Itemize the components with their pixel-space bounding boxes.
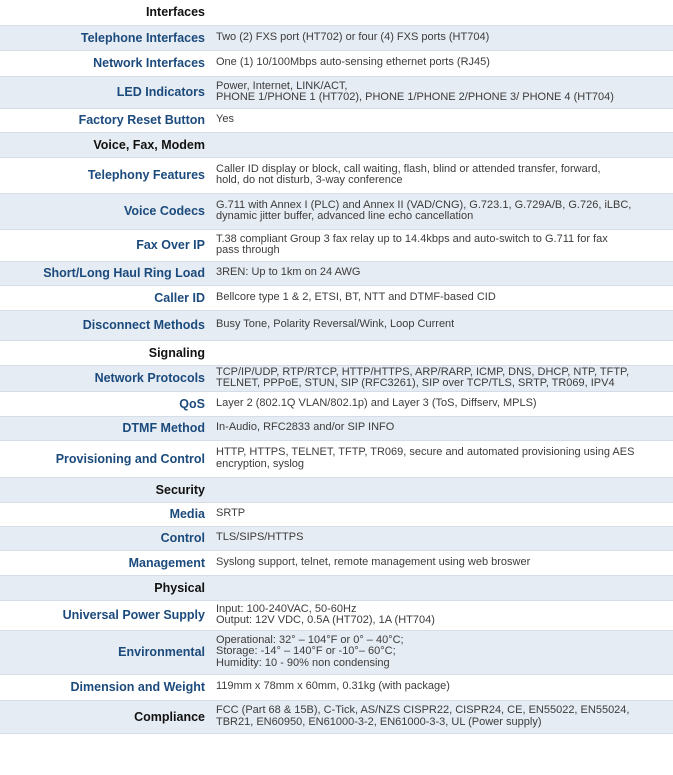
spec-row: [0, 285, 673, 310]
spec-label: Fax Over IP: [0, 229, 210, 261]
spec-value: [210, 477, 673, 502]
spec-row: [0, 157, 673, 193]
spec-label: Dimension and Weight: [0, 674, 210, 700]
spec-row: [0, 502, 673, 526]
spec-label: Universal Power Supply: [0, 600, 210, 630]
spec-value: Layer 2 (802.1Q VLAN/802.1p) and Layer 3 (ToS, Diffserv, MPLS): [210, 391, 673, 416]
spec-row: [0, 365, 673, 391]
spec-row: [0, 50, 673, 76]
section-header-row: [0, 0, 673, 25]
spec-row: [0, 261, 673, 285]
section-title: Security: [0, 477, 210, 502]
spec-label: Factory Reset Button: [0, 108, 210, 132]
spec-value: In-Audio, RFC2833 and/or SIP INFO: [210, 416, 673, 440]
section-header-row: [0, 700, 673, 733]
spec-value: FCC (Part 68 & 15B), C-Tick, AS/NZS CISPR22, CISPR24, CE, EN55022, EN55024, TBR21, EN60950, EN61000-3-2, EN61000-3-3, UL (Power supply): [210, 700, 673, 733]
spec-label: Voice Codecs: [0, 193, 210, 229]
spec-label: Media: [0, 502, 210, 526]
spec-row: [0, 526, 673, 550]
spec-label: Provisioning and Control: [0, 440, 210, 477]
spec-row: [0, 76, 673, 108]
section-title: Compliance: [0, 700, 210, 733]
spec-value: Power, Internet, LINK/ACT, PHONE 1/PHONE 1 (HT702), PHONE 1/PHONE 2/PHONE 3/ PHONE 4 (HT704): [210, 76, 673, 108]
section-header-row: [0, 340, 673, 365]
spec-label: Short/Long Haul Ring Load: [0, 261, 210, 285]
spec-value: SRTP: [210, 502, 673, 526]
spec-value: [210, 575, 673, 600]
spec-value: [210, 340, 673, 365]
spec-label: DTMF Method: [0, 416, 210, 440]
section-header-row: [0, 575, 673, 600]
section-header-row: [0, 477, 673, 502]
spec-row: [0, 193, 673, 229]
spec-label: LED Indicators: [0, 76, 210, 108]
spec-value: One (1) 10/100Mbps auto-sensing ethernet ports (RJ45): [210, 50, 673, 76]
spec-value: Caller ID display or block, call waiting, flash, blind or attended transfer, forward, hold, do not disturb, 3-way conference: [210, 157, 673, 193]
spec-row: [0, 310, 673, 340]
section-title: Interfaces: [0, 0, 210, 25]
spec-value: TLS/SIPS/HTTPS: [210, 526, 673, 550]
spec-label: Telephone Interfaces: [0, 25, 210, 50]
spec-label: Environmental: [0, 630, 210, 674]
spec-row: [0, 391, 673, 416]
spec-row: [0, 108, 673, 132]
spec-value: Operational: 32° – 104°F or 0° – 40°C; Storage: -14° – 140°F or -10°– 60°C; Humidity: 10 - 90% non condensing: [210, 630, 673, 674]
section-title: Physical: [0, 575, 210, 600]
spec-row: [0, 600, 673, 630]
spec-label: Caller ID: [0, 285, 210, 310]
spec-value: [210, 0, 673, 25]
spec-value: Bellcore type 1 & 2, ETSI, BT, NTT and DTMF-based CID: [210, 285, 673, 310]
spec-label: Network Interfaces: [0, 50, 210, 76]
spec-value: Syslong support, telnet, remote management using web broswer: [210, 550, 673, 575]
spec-label: QoS: [0, 391, 210, 416]
spec-value: Input: 100-240VAC, 50-60Hz Output: 12V VDC, 0.5A (HT702), 1A (HT704): [210, 600, 673, 630]
spec-value: Busy Tone, Polarity Reversal/Wink, Loop Current: [210, 310, 673, 340]
spec-row: [0, 25, 673, 50]
spec-value: TCP/IP/UDP, RTP/RTCP, HTTP/HTTPS, ARP/RARP, ICMP, DNS, DHCP, NTP, TFTP, TELNET, PPPoE, STUN, SIP (RFC3261), SIP over TCP/TLS, SRTP, TR069, IPV4: [210, 365, 673, 391]
spec-value: Two (2) FXS port (HT702) or four (4) FXS ports (HT704): [210, 25, 673, 50]
spec-value: T.38 compliant Group 3 fax relay up to 14.4kbps and auto-switch to G.711 for fax pass through: [210, 229, 673, 261]
section-title: Signaling: [0, 340, 210, 365]
spec-label: Control: [0, 526, 210, 550]
spec-value: HTTP, HTTPS, TELNET, TFTP, TR069, secure and automated provisioning using AES encryption, syslog: [210, 440, 673, 477]
spec-value: [210, 132, 673, 157]
spec-label: Disconnect Methods: [0, 310, 210, 340]
spec-value: 3REN: Up to 1km on 24 AWG: [210, 261, 673, 285]
spec-value: Yes: [210, 108, 673, 132]
spec-row: [0, 416, 673, 440]
spec-row: [0, 229, 673, 261]
spec-label: Telephony Features: [0, 157, 210, 193]
spec-value: G.711 with Annex I (PLC) and Annex II (VAD/CNG), G.723.1, G.729A/B, G.726, iLBC, dynamic jitter buffer, advanced line echo cancellation: [210, 193, 673, 229]
spec-value: 119mm x 78mm x 60mm, 0.31kg (with package): [210, 674, 673, 700]
spec-row: [0, 550, 673, 575]
spec-label: Network Protocols: [0, 365, 210, 391]
spec-row: [0, 630, 673, 674]
spec-row: [0, 674, 673, 700]
section-header-row: [0, 132, 673, 157]
spec-row: [0, 440, 673, 477]
spec-label: Management: [0, 550, 210, 575]
section-title: Voice, Fax, Modem: [0, 132, 210, 157]
